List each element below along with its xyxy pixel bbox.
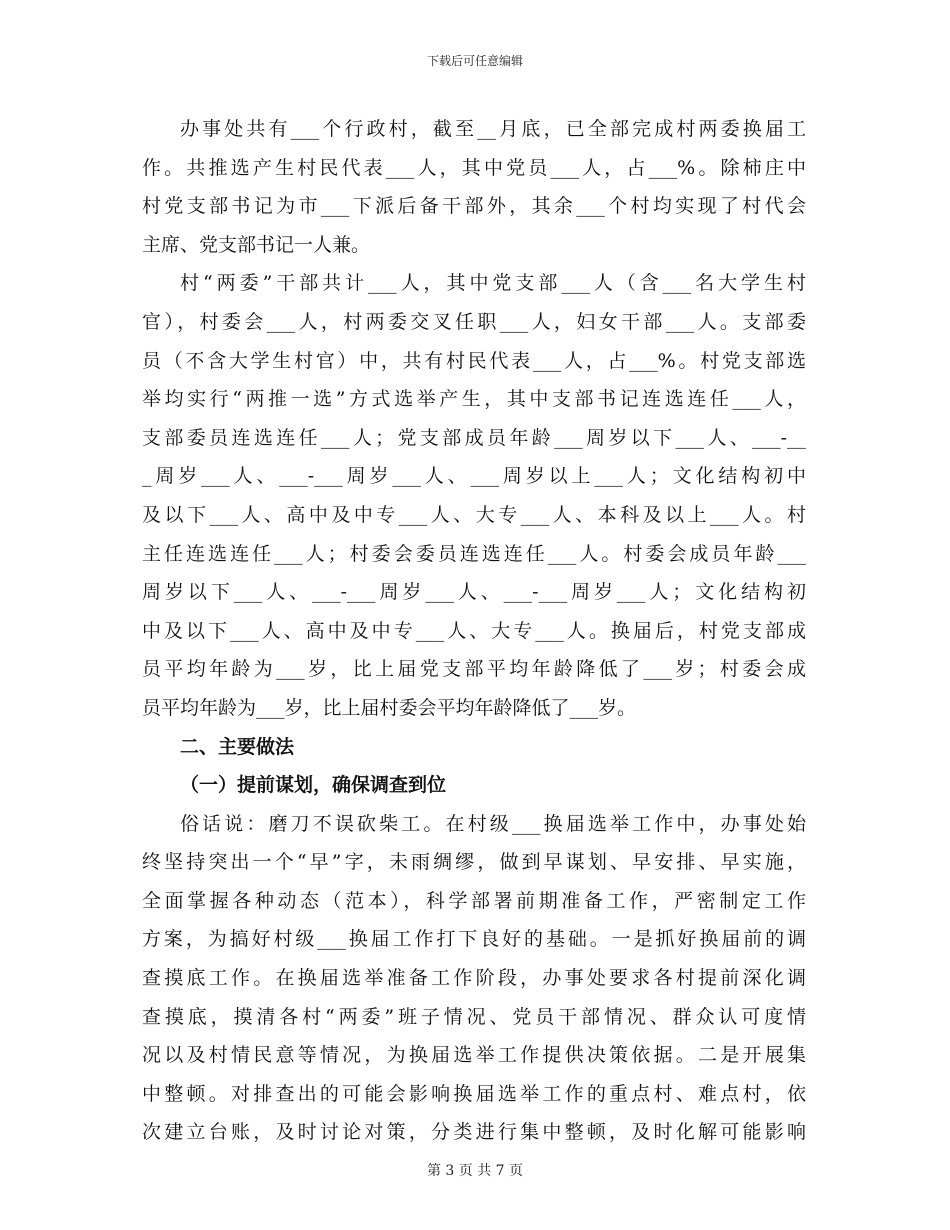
text-line: 员平均年龄为___岁，比上届党支部平均年龄降低了___岁；村委会成 bbox=[142, 658, 806, 681]
text-line: 周岁以下___人、___-___周岁___人、___-___周岁___人；文化结构初 bbox=[142, 581, 806, 604]
text-line: 终坚持突出一个“早”字，未雨绸缪，做到早谋划、早安排、早实施， bbox=[142, 851, 806, 874]
section-heading: 二、主要做法 bbox=[180, 735, 295, 758]
text-line: 俗话说：磨刀不误砍柴工。在村级___换届选举工作中，办事处始 bbox=[180, 812, 806, 835]
text-line: 支部委员连选连任___人；党支部成员年龄___周岁以下___人、___-__ bbox=[142, 426, 806, 449]
page-footer: 第 3 页 共 7 页 bbox=[426, 1163, 524, 1179]
text-line: 次建立台账，及时讨论对策，分类进行集中整顿，及时化解可能影响 bbox=[142, 1121, 806, 1144]
text-line: 村“两委”干部共计___人，其中党支部___人（含___名大学生村 bbox=[180, 272, 806, 295]
document-body bbox=[142, 110, 806, 1152]
text-line: 官），村委会___人，村两委交叉任职___人，妇女干部___人。支部委 bbox=[142, 310, 806, 333]
text-line: 方案，为搞好村级___换届工作打下良好的基础。一是抓好换届前的调 bbox=[142, 928, 806, 951]
text-line: 况以及村情民意等情况，为换届选举工作提供决策依据。二是开展集 bbox=[142, 1044, 806, 1067]
text-line: _周岁___人、___-___周岁___人、___周岁以上___人；文化结构初中 bbox=[142, 465, 806, 488]
section-heading: （一）提前谋划，确保调查到位 bbox=[180, 774, 447, 797]
text-line: 员（不含大学生村官）中，共有村民代表___人，占___%。村党支部选 bbox=[142, 349, 806, 372]
text-line: 作。共推选产生村民代表___人，其中党员___人，占___%。除柿庄中 bbox=[142, 156, 806, 179]
page-header: 下载后可任意编辑 bbox=[426, 54, 523, 68]
text-line: 主席、党支部书记一人兼。 bbox=[142, 233, 371, 256]
text-line: 中及以下___人、高中及中专___人、大专___人。换届后，村党支部成 bbox=[142, 619, 806, 642]
text-line: 查摸底工作。在换届选举准备工作阶段，办事处要求各村提前深化调 bbox=[142, 967, 806, 990]
text-line: 员平均年龄为___岁，比上届村委会平均年龄降低了___岁。 bbox=[142, 696, 637, 719]
text-line: 全面掌握各种动态（范本），科学部署前期准备工作，严密制定工作 bbox=[142, 889, 806, 912]
text-line: 中整顿。对排查出的可能会影响换届选举工作的重点村、难点村，依 bbox=[142, 1082, 806, 1105]
text-line: 及以下___人、高中及中专___人、大专___人、本科及以上___人。村 bbox=[142, 503, 806, 526]
text-line: 村党支部书记为市___下派后备干部外，其余___个村均实现了村代会 bbox=[142, 195, 806, 218]
text-line: 查摸底，摸清各村“两委”班子情况、党员干部情况、群众认可度情 bbox=[142, 1005, 806, 1028]
text-line: 举均实行“两推一选”方式选举产生，其中支部书记连选连任___人， bbox=[142, 388, 806, 411]
text-line: 办事处共有___个行政村，截至__月底，已全部完成村两委换届工 bbox=[180, 118, 806, 140]
text-line: 主任连选连任___人；村委会委员连选连任___人。村委会成员年龄___ bbox=[142, 542, 806, 565]
